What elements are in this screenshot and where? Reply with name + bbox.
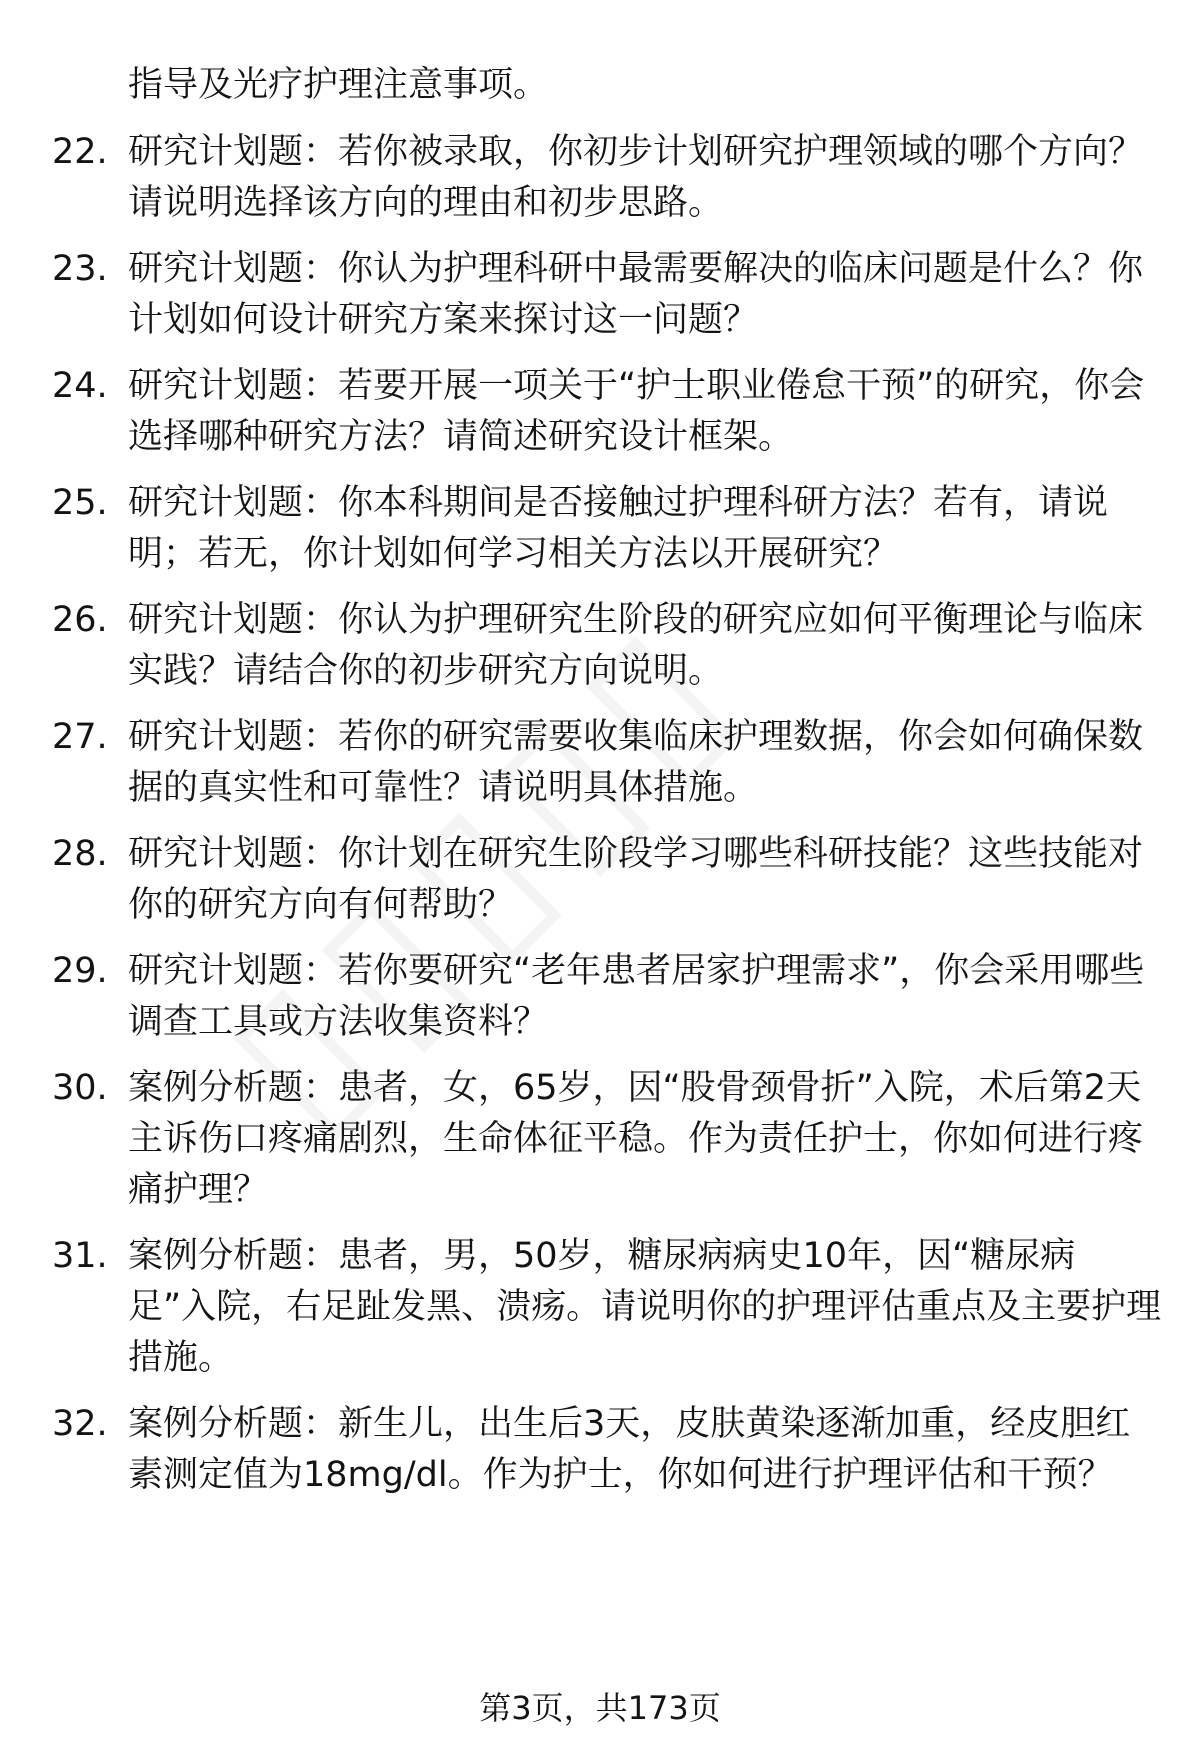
question-text: 研究计划题：若你的研究需要收集临床护理数据，你会如何确保数据的真实性和可靠性？请说明具体措施。	[128, 717, 1144, 808]
question-number: 27.	[52, 717, 108, 757]
question-text: 研究计划题：你计划在研究生阶段学习哪些科研技能？这些技能对你的研究方向有何帮助？	[128, 834, 1144, 925]
question-number: 28.	[52, 834, 108, 874]
question-number: 32.	[52, 1404, 108, 1444]
question-text: 案例分析题：新生儿，出生后3天，皮肤黄染逐渐加重，经皮胆红素测定值为18mg/dl。作为护士，你如何进行护理评估和干预？	[128, 1404, 1131, 1495]
question-22	[52, 127, 1162, 229]
question-number: 22.	[52, 132, 108, 172]
question-text: 研究计划题：你认为护理研究生阶段的研究应如何平衡理论与临床实践？请结合你的初步研究方向说明。	[128, 600, 1144, 691]
question-text: 研究计划题：若要开展一项关于“护士职业倦怠干预”的研究，你会选择哪种研究方法？请简述研究设计框架。	[128, 366, 1145, 457]
question-31	[52, 1231, 1162, 1384]
question-text: 研究计划题：若你被录取，你初步计划研究护理领域的哪个方向？请说明选择该方向的理由和初步思路。	[128, 132, 1144, 223]
question-number: 30.	[52, 1068, 108, 1108]
question-27	[52, 712, 1162, 814]
question-32	[52, 1399, 1162, 1501]
question-number: 29.	[52, 951, 108, 991]
question-24	[52, 361, 1162, 463]
question-number: 26.	[52, 600, 108, 640]
question-text: 研究计划题：你本科期间是否接触过护理科研方法？若有，请说明；若无，你计划如何学习相关方法以开展研究？	[128, 483, 1109, 574]
question-text: 研究计划题：你认为护理科研中最需要解决的临床问题是什么？你计划如何设计研究方案来探讨这一问题？	[128, 249, 1144, 340]
question-number: 25.	[52, 483, 108, 523]
question-29	[52, 946, 1162, 1048]
question-text: 案例分析题：患者，男，50岁，糖尿病病史10年，因“糖尿病足”入院，右足趾发黑、溃疡。请说明你的护理评估重点及主要护理措施。	[128, 1236, 1162, 1378]
question-number: 31.	[52, 1236, 108, 1276]
question-text: 研究计划题：若你要研究“老年患者居家护理需求”，你会采用哪些调查工具或方法收集资料？	[128, 951, 1145, 1042]
page-footer: 第3页，共173页	[479, 1689, 721, 1727]
question-28	[52, 829, 1162, 931]
question-number: 23.	[52, 249, 108, 289]
question-25	[52, 478, 1162, 580]
continuation-text: 指导及光疗护理注意事项。	[128, 65, 549, 105]
question-30	[52, 1063, 1162, 1216]
question-text: 案例分析题：患者，女，65岁，因“股骨颈骨折”入院，术后第2天主诉伤口疼痛剧烈，生命体征平稳。作为责任护士，你如何进行疼痛护理？	[128, 1068, 1144, 1210]
question-26	[52, 595, 1162, 697]
question-number: 24.	[52, 366, 108, 406]
question-23	[52, 244, 1162, 346]
